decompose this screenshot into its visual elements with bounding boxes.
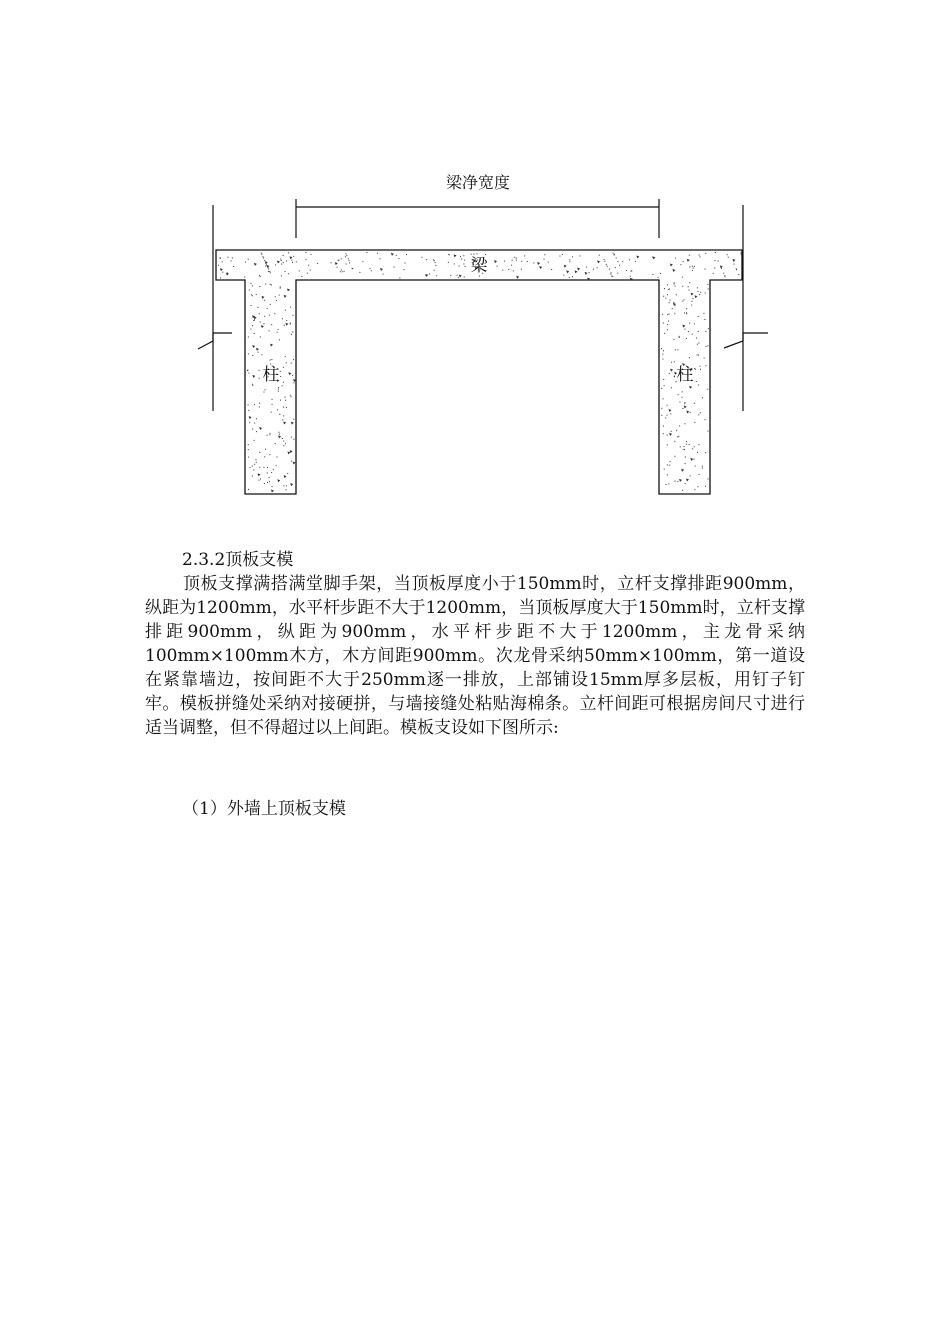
- left-break-line: [198, 205, 232, 411]
- dimension-line: [296, 199, 659, 238]
- section-paragraph: 顶板支撑满搭满堂脚手架，当顶板厚度小于150mm时，立杆支撑排距900mm，纵距为1200mm，水平杆步距不大于1200mm，当顶板厚度大于150mm时，立杆支撑排距900mm，纵距为900mm，水平杆步距不大于1200mm，主龙骨采纳100mm×100mm木方，木方间距900mm。次龙骨采纳50mm×100mm，第一道设在紧靠墙边，按间距不大于250mm逐一排放，上部铺设15mm厚多层板，用钉子钉牢。模板拼缝处采纳对接硬拼，与墙接缝处粘贴海棉条。立杆间距可根据房间尺寸进行适当调整，但不得超过以上间距。模板支设如下图所示:: [145, 574, 805, 738]
- left-column-label: 柱: [262, 365, 280, 385]
- sub-heading: （1）外墙上顶板支模: [182, 799, 346, 819]
- beam-label: 梁: [470, 256, 488, 276]
- concrete-frame: [216, 250, 742, 494]
- dimension-label: 梁净宽度: [445, 173, 511, 192]
- beam-column-diagram: [0, 0, 950, 530]
- right-break-line: [724, 205, 768, 411]
- right-column-label: 柱: [676, 365, 694, 385]
- section-heading: 2.3.2顶板支模: [182, 550, 294, 570]
